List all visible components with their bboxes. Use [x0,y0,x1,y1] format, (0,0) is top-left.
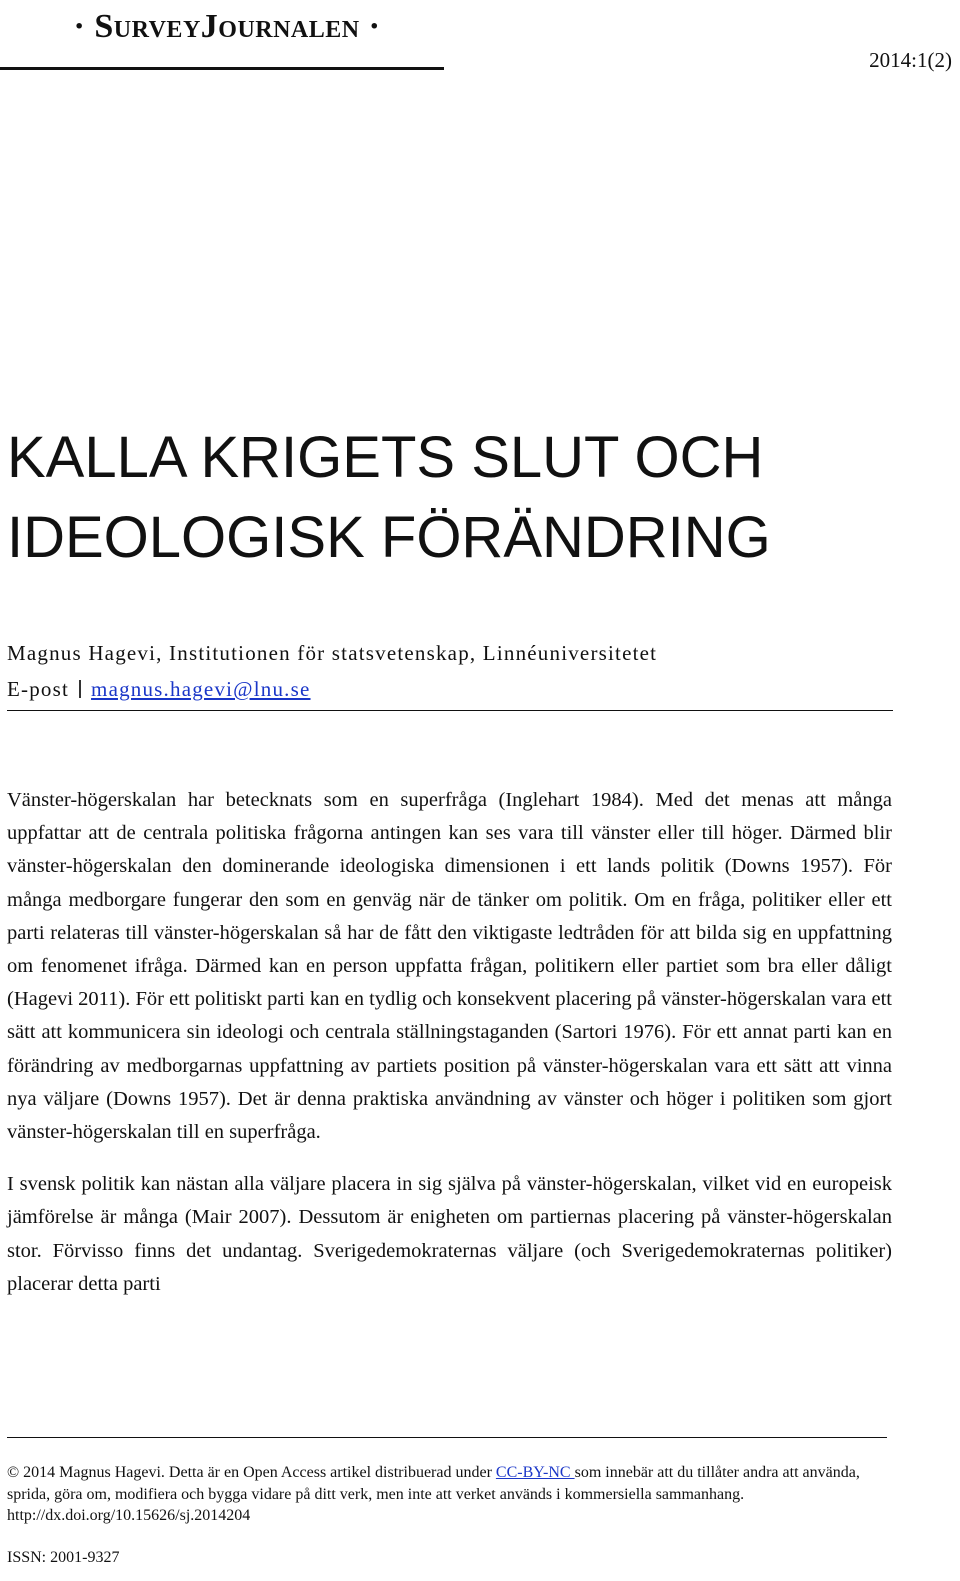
license-footnote [7,1462,887,1527]
issue-number: 2014:1(2) [869,48,952,72]
email-label: E-post [7,677,70,701]
footnote-divider [7,1437,887,1438]
paragraph-2: I svensk politik kan nästan alla väljare placera in sig själva på vänster-högerskalan, vilket vid en europeisk jämförelse är många (Mair 2007). Dessutom är enigheten om partiernas placering på vänster-högerskalan stor. Förvisso finns det undantag. Sverigedemokraternas väljare (och Sverigedemokraternas politiker) placerar detta parti [7,1173,892,1295]
journal-logo [5,0,449,66]
email-link[interactable]: magnus.hagevi@lnu.se [91,677,311,701]
separator-bar [79,680,81,698]
license-link[interactable]: CC-BY-NC [495,1464,575,1481]
title-line-1: KALLA KRIGETS SLUT OCH [7,425,764,490]
paragraph-1: Vänster-högerskalan har betecknats som en superfråga (Inglehart 1984). Med det menas att många uppfattar att de centrala politiska frågorna antingen kan ses vara till vänster eller till höger. Därmed blir vänster-högerskalan den dominerande ideologiska dimensionen i ett lands politik (Downs 1957). För många medborgare fungerar den som en genväg när de tänker om politik. Om en fråga, politiker eller ett parti relateras till vänster-högerskalan så har de fått den viktigaste ledtråden för att bilda sig en uppfattning om fenomenet ifråga. Därmed kan en person uppfatta frågan, politikern eller partiet som bra eller dåligt (Hagevi 2011). För ett politiskt parti kan en tydlig och konsekvent placering på vänster-högerskalan vara ett sätt att kommunicera sin ideologi och centrala ställningstaganden (Sartori 1976). För ett annat parti kan en förändring av medborgarnas uppfattning av partiets position på vänster-högerskalan vara ett sätt att vinna nya väljare (Downs 1957). Det är denna praktiska användning av vänster och höger i politiken som gjort vänster-högerskalan till en superfråga. [7,789,892,1144]
issn: ISSN: 2001-9327 [7,1549,120,1566]
email-line [7,677,311,702]
article-title [7,418,907,578]
header-divider [7,710,893,711]
author-affiliation: Magnus Hagevi, Institutionen för statsvetenskap, Linnéuniversitetet [7,641,658,665]
footnote-prefix: © 2014 Magnus Hagevi. Detta är en Open Access artikel distribuerad under [7,1464,496,1481]
article-body [7,784,892,1320]
logo-underline [0,67,444,70]
journal-logo-text: · SurveyJournalen · [73,8,381,45]
footnote-suffix: som innebär att du tillåter andra att använda, sprida, göra om, modifiera och bygga vidare på ditt verk, men inte att verket används i kommersiella sammanhang. http://dx.doi.org/10.15626/sj.2014204 [7,1464,860,1524]
title-line-2: IDEOLOGISK FÖRÄNDRING [7,505,771,570]
